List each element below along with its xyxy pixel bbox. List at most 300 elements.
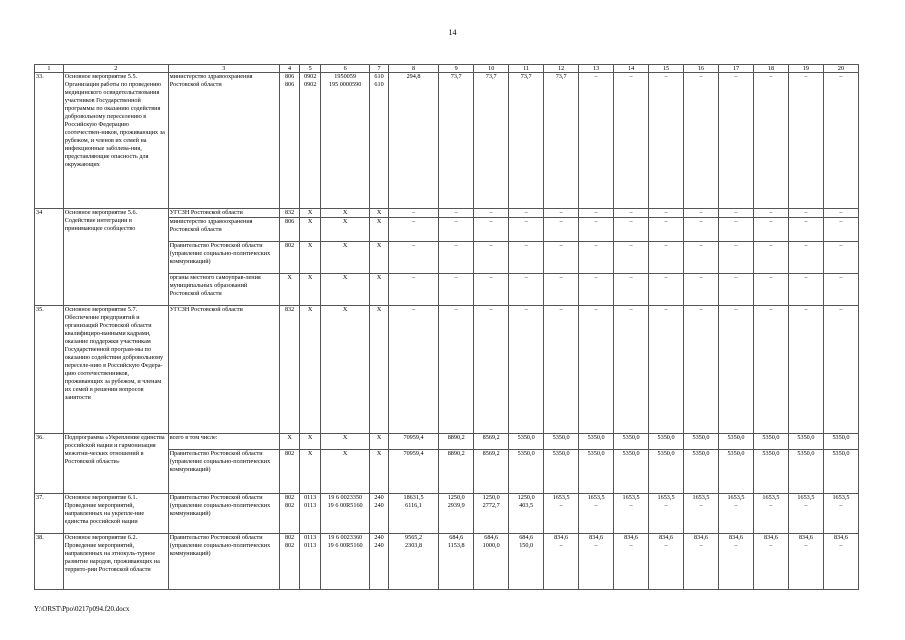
value-cell bbox=[649, 274, 684, 306]
cell-value: 9565,2 bbox=[405, 534, 423, 541]
value-cell bbox=[370, 494, 389, 534]
cell-value: 1653,5 bbox=[622, 494, 640, 501]
cell-value: 8890,2 bbox=[447, 434, 465, 441]
value-cell bbox=[370, 218, 389, 242]
value-cell bbox=[788, 73, 823, 209]
cell-value: – bbox=[734, 274, 738, 281]
header-cell: 7 bbox=[370, 65, 389, 73]
value-cell bbox=[300, 209, 321, 218]
value-cell bbox=[474, 209, 509, 218]
value-cell bbox=[579, 209, 614, 218]
cell-value: 5350,0 bbox=[517, 434, 535, 441]
cell-value: X bbox=[342, 434, 348, 441]
cell-value: X bbox=[376, 450, 382, 457]
cell-value: – bbox=[804, 274, 808, 281]
cell-value: 195 0000590 bbox=[328, 81, 362, 88]
value-cell bbox=[370, 274, 389, 306]
cell-value: – bbox=[734, 73, 738, 80]
cell-value: 610 bbox=[374, 81, 384, 88]
cell-value: 1653,5 bbox=[832, 494, 850, 501]
value-cell bbox=[823, 73, 858, 209]
value-cell bbox=[370, 73, 389, 209]
value-cell bbox=[684, 306, 719, 434]
value-cell bbox=[509, 494, 544, 534]
cell-value: – bbox=[559, 274, 563, 281]
cell-value: 0113 bbox=[304, 494, 317, 501]
cell-value: – bbox=[629, 502, 633, 509]
cell-value: 70959,4 bbox=[403, 450, 424, 457]
value-cell bbox=[718, 218, 753, 242]
value-cell bbox=[649, 209, 684, 218]
value-cell bbox=[684, 242, 719, 274]
value-cell bbox=[320, 306, 369, 434]
value-cell bbox=[279, 218, 300, 242]
cell-value: 5350,0 bbox=[762, 450, 780, 457]
executor: министерство здравоохранения Ростовской области bbox=[168, 218, 279, 242]
cell-value: – bbox=[769, 542, 773, 549]
header-cell: 15 bbox=[649, 65, 684, 73]
cell-value: 834,6 bbox=[729, 534, 743, 541]
executor: УГСЗН Ростовской области bbox=[168, 209, 279, 218]
cell-value: 1653,5 bbox=[587, 494, 605, 501]
value-cell bbox=[544, 534, 579, 590]
header-cell: 17 bbox=[718, 65, 753, 73]
executor: Правительство Ростовской области (управление социально-политических коммуникаций) bbox=[168, 494, 279, 534]
value-cell bbox=[753, 306, 788, 434]
cell-value: – bbox=[559, 242, 563, 249]
value-cell bbox=[388, 306, 438, 434]
value-cell bbox=[388, 434, 438, 450]
cell-value: 684,6 bbox=[449, 534, 464, 541]
cell-value: 0902 bbox=[303, 73, 317, 80]
header-cell: 2 bbox=[63, 65, 168, 73]
cell-value: – bbox=[699, 542, 703, 549]
cell-value: 5350,0 bbox=[622, 450, 640, 457]
value-cell bbox=[684, 534, 719, 590]
cell-value: – bbox=[699, 502, 703, 509]
cell-value: – bbox=[769, 73, 773, 80]
value-cell bbox=[279, 209, 300, 218]
cell-value: – bbox=[664, 306, 668, 313]
cell-value: 19 6 0023350 bbox=[328, 494, 363, 501]
cell-value: – bbox=[629, 218, 633, 225]
cell-value: – bbox=[454, 274, 458, 281]
cell-value: – bbox=[629, 209, 633, 216]
cell-value: 1950059 bbox=[334, 73, 356, 80]
cell-value: 240 bbox=[374, 502, 384, 509]
cell-value: – bbox=[699, 274, 703, 281]
value-cell bbox=[279, 534, 300, 590]
cell-value: – bbox=[804, 542, 808, 549]
cell-value: 834,6 bbox=[659, 534, 673, 541]
cell-value: – bbox=[839, 218, 843, 225]
value-cell bbox=[300, 218, 321, 242]
cell-value: 834,6 bbox=[624, 534, 639, 541]
value-cell bbox=[388, 242, 438, 274]
cell-value: – bbox=[454, 306, 458, 313]
cell-value: – bbox=[411, 218, 416, 225]
value-cell bbox=[649, 73, 684, 209]
executor: всего в том числе: bbox=[168, 434, 279, 450]
cell-value: 0113 bbox=[304, 534, 317, 541]
cell-value: – bbox=[559, 542, 563, 549]
executor: Правительство Ростовской области (управление социально-политических коммуникаций) bbox=[168, 242, 279, 274]
cell-value: – bbox=[629, 242, 633, 249]
cell-value: – bbox=[734, 542, 738, 549]
value-cell bbox=[788, 306, 823, 434]
value-cell bbox=[718, 274, 753, 306]
cell-value: – bbox=[734, 218, 738, 225]
cell-value: – bbox=[594, 209, 598, 216]
cell-value: X bbox=[307, 450, 313, 457]
cell-value: 240 bbox=[374, 542, 384, 549]
value-cell bbox=[279, 494, 300, 534]
cell-value: 834,6 bbox=[589, 534, 604, 541]
cell-value: 5350,0 bbox=[587, 450, 605, 457]
cell-value: X bbox=[307, 274, 313, 281]
cell-value: X bbox=[376, 274, 382, 281]
cell-value: 0902 bbox=[303, 81, 317, 88]
cell-value: X bbox=[342, 209, 348, 216]
page-number: 14 bbox=[448, 28, 457, 37]
cell-value: 5350,0 bbox=[587, 434, 605, 441]
value-cell bbox=[474, 218, 509, 242]
header-cell: 5 bbox=[300, 65, 321, 73]
cell-value: – bbox=[804, 502, 808, 509]
table-row bbox=[35, 494, 859, 534]
value-cell bbox=[823, 209, 858, 218]
executor: Правительство Ростовской области (управление социально-политических коммуникаций) bbox=[168, 450, 279, 494]
cell-value: 802 bbox=[284, 534, 295, 541]
cell-value: – bbox=[454, 209, 458, 216]
cell-value: – bbox=[699, 218, 703, 225]
cell-value: 1653,5 bbox=[797, 494, 815, 501]
cell-value: – bbox=[839, 306, 843, 313]
value-cell bbox=[788, 274, 823, 306]
cell-value: – bbox=[629, 306, 633, 313]
header-cell: 10 bbox=[474, 65, 509, 73]
cell-value: 6116,1 bbox=[405, 502, 422, 509]
value-cell bbox=[718, 306, 753, 434]
cell-value: 5350,0 bbox=[797, 450, 815, 457]
value-cell bbox=[788, 218, 823, 242]
value-cell bbox=[579, 494, 614, 534]
value-cell bbox=[509, 434, 544, 450]
header-cell: 11 bbox=[509, 65, 544, 73]
program-name: Подпрограмма «Укрепление единства российской нации и гармонизация межэтни-ческих отношений в Ростовской области» bbox=[63, 434, 168, 494]
value-cell bbox=[649, 494, 684, 534]
value-cell bbox=[509, 274, 544, 306]
cell-value: 1250,0 bbox=[447, 494, 465, 501]
program-name: Основное мероприятие 5.5. Организация работы по проведению медицинского освидетельствования участников Государственной программы по оказанию содействия добровольному переселению в Российскую Федерацию соотечествен-ников, проживающих за рубежом, и членов их семей на инфекционные заболева-ния, представляющие опасность для окружающих bbox=[63, 73, 168, 209]
header-cell: 6 bbox=[320, 65, 369, 73]
value-cell bbox=[509, 450, 544, 494]
value-cell bbox=[300, 434, 321, 450]
value-cell bbox=[718, 242, 753, 274]
cell-value: – bbox=[839, 542, 843, 549]
program-name: Основное мероприятие 6.1. Проведение мероприятий, направленных на укрепле-ние единства российской нации bbox=[63, 494, 168, 534]
value-cell bbox=[823, 242, 858, 274]
value-cell bbox=[823, 534, 858, 590]
table-row bbox=[35, 534, 859, 590]
value-cell bbox=[439, 450, 474, 494]
value-cell bbox=[544, 494, 579, 534]
value-cell bbox=[300, 450, 321, 494]
cell-value: – bbox=[839, 242, 843, 249]
value-cell bbox=[509, 306, 544, 434]
cell-value: – bbox=[559, 502, 563, 509]
cell-value: – bbox=[411, 209, 416, 216]
cell-value: – bbox=[734, 209, 738, 216]
cell-value: X bbox=[287, 274, 292, 281]
value-cell bbox=[544, 306, 579, 434]
value-cell bbox=[684, 434, 719, 450]
row-number: 35. bbox=[35, 306, 64, 434]
value-cell bbox=[439, 306, 474, 434]
cell-value: 806 bbox=[284, 218, 295, 225]
value-cell bbox=[388, 494, 438, 534]
value-cell bbox=[788, 534, 823, 590]
header-cell: 8 bbox=[388, 65, 438, 73]
value-cell bbox=[439, 218, 474, 242]
cell-value: 806 bbox=[284, 73, 295, 80]
cell-value: – bbox=[804, 306, 808, 313]
cell-value: X bbox=[342, 306, 348, 313]
value-cell bbox=[439, 534, 474, 590]
cell-value: 834,6 bbox=[798, 534, 813, 541]
value-cell bbox=[823, 494, 858, 534]
cell-value: – bbox=[664, 218, 668, 225]
value-cell bbox=[439, 274, 474, 306]
value-cell bbox=[320, 73, 369, 209]
cell-value: X bbox=[307, 242, 313, 249]
value-cell bbox=[320, 242, 369, 274]
value-cell bbox=[370, 242, 389, 274]
value-cell bbox=[788, 450, 823, 494]
value-cell bbox=[544, 209, 579, 218]
cell-value: 19 6 00R5160 bbox=[327, 502, 363, 509]
cell-value: – bbox=[559, 218, 563, 225]
cell-value: – bbox=[769, 502, 773, 509]
cell-value: 1000,0 bbox=[482, 542, 500, 549]
cell-value: X bbox=[376, 218, 382, 225]
value-cell bbox=[718, 209, 753, 218]
cell-value: – bbox=[769, 306, 773, 313]
value-cell bbox=[753, 242, 788, 274]
value-cell bbox=[320, 450, 369, 494]
value-cell bbox=[684, 450, 719, 494]
value-cell bbox=[370, 209, 389, 218]
value-cell bbox=[474, 534, 509, 590]
cell-value: – bbox=[699, 73, 703, 80]
cell-value: 684,6 bbox=[519, 534, 534, 541]
cell-value: – bbox=[594, 502, 598, 509]
cell-value: 1153,8 bbox=[447, 542, 465, 549]
cell-value: 70959,4 bbox=[403, 434, 424, 441]
value-cell bbox=[509, 218, 544, 242]
value-cell bbox=[279, 306, 300, 434]
value-cell bbox=[718, 450, 753, 494]
value-cell bbox=[579, 218, 614, 242]
cell-value: 0113 bbox=[304, 502, 317, 509]
budget-table bbox=[34, 64, 859, 590]
cell-value: 5350,0 bbox=[517, 450, 535, 457]
value-cell bbox=[753, 218, 788, 242]
cell-value: 5350,0 bbox=[797, 434, 815, 441]
value-cell bbox=[579, 73, 614, 209]
value-cell bbox=[300, 494, 321, 534]
cell-value: 150,0 bbox=[519, 542, 534, 549]
cell-value: – bbox=[411, 306, 416, 313]
value-cell bbox=[474, 434, 509, 450]
program-name: Основное мероприятие 6.2. Проведение мероприятий, направленных на этнокуль-турное развитие народов, проживающих на террито-рии Ростовской области bbox=[63, 534, 168, 590]
cell-value: 240 bbox=[374, 534, 384, 541]
cell-value: 73,7 bbox=[485, 73, 497, 80]
value-cell bbox=[474, 242, 509, 274]
cell-value: – bbox=[454, 218, 458, 225]
value-cell bbox=[509, 73, 544, 209]
value-cell bbox=[788, 209, 823, 218]
value-cell bbox=[320, 218, 369, 242]
value-cell bbox=[388, 274, 438, 306]
cell-value: – bbox=[594, 73, 598, 80]
cell-value: – bbox=[664, 209, 668, 216]
value-cell bbox=[579, 450, 614, 494]
value-cell bbox=[474, 306, 509, 434]
cell-value: – bbox=[524, 306, 528, 313]
table-row bbox=[35, 73, 859, 209]
value-cell bbox=[439, 242, 474, 274]
value-cell bbox=[320, 209, 369, 218]
value-cell bbox=[370, 434, 389, 450]
cell-value: 73,7 bbox=[555, 73, 567, 80]
cell-value: – bbox=[664, 274, 668, 281]
cell-value: 403,5 bbox=[519, 502, 534, 509]
cell-value: 1653,5 bbox=[692, 494, 710, 501]
cell-value: X bbox=[307, 434, 313, 441]
value-cell bbox=[320, 494, 369, 534]
cell-value: 19 6 00R5160 bbox=[327, 542, 363, 549]
cell-value: 5350,0 bbox=[832, 434, 850, 441]
cell-value: 5350,0 bbox=[552, 434, 570, 441]
cell-value: – bbox=[839, 502, 843, 509]
table-row bbox=[35, 306, 859, 434]
value-cell bbox=[614, 73, 649, 209]
executor: Правительство Ростовской области (управление социально-политических коммуникаций) bbox=[168, 534, 279, 590]
cell-value: – bbox=[804, 218, 808, 225]
value-cell bbox=[684, 218, 719, 242]
value-cell bbox=[753, 450, 788, 494]
header-cell: 4 bbox=[279, 65, 300, 73]
value-cell bbox=[388, 73, 438, 209]
cell-value: X bbox=[307, 306, 313, 313]
cell-value: – bbox=[699, 306, 703, 313]
value-cell bbox=[320, 534, 369, 590]
cell-value: 1653,5 bbox=[762, 494, 780, 501]
cell-value: – bbox=[524, 242, 528, 249]
value-cell bbox=[649, 218, 684, 242]
cell-value: 294,8 bbox=[406, 73, 421, 80]
value-cell bbox=[300, 73, 321, 209]
cell-value: 5350,0 bbox=[727, 434, 745, 441]
cell-value: 18631,5 bbox=[403, 494, 424, 501]
cell-value: – bbox=[699, 209, 703, 216]
cell-value: – bbox=[664, 242, 668, 249]
value-cell bbox=[579, 306, 614, 434]
cell-value: X bbox=[342, 450, 348, 457]
value-cell bbox=[823, 306, 858, 434]
cell-value: – bbox=[629, 73, 633, 80]
cell-value: – bbox=[594, 542, 598, 549]
cell-value: 8569,2 bbox=[482, 450, 500, 457]
cell-value: – bbox=[804, 242, 808, 249]
value-cell bbox=[649, 242, 684, 274]
value-cell bbox=[614, 434, 649, 450]
cell-value: – bbox=[559, 306, 563, 313]
header-cell: 14 bbox=[614, 65, 649, 73]
cell-value: – bbox=[524, 218, 528, 225]
value-cell bbox=[684, 73, 719, 209]
value-cell bbox=[684, 209, 719, 218]
value-cell bbox=[718, 73, 753, 209]
header-row bbox=[35, 65, 859, 73]
cell-value: 8569,2 bbox=[482, 434, 500, 441]
value-cell bbox=[649, 306, 684, 434]
cell-value: 5350,0 bbox=[692, 434, 710, 441]
value-cell bbox=[370, 306, 389, 434]
cell-value: – bbox=[734, 306, 738, 313]
value-cell bbox=[388, 209, 438, 218]
cell-value: – bbox=[839, 274, 843, 281]
header-cell: 20 bbox=[823, 65, 858, 73]
value-cell bbox=[279, 242, 300, 274]
value-cell bbox=[320, 274, 369, 306]
cell-value: 73,7 bbox=[450, 73, 462, 80]
cell-value: – bbox=[839, 209, 843, 216]
cell-value: – bbox=[454, 242, 458, 249]
cell-value: – bbox=[489, 274, 493, 281]
cell-value: 806 bbox=[284, 81, 295, 88]
header-cell: 18 bbox=[753, 65, 788, 73]
value-cell bbox=[718, 534, 753, 590]
program-name: Основное мероприятие 5.6. Содействие интеграции в принимающее сообщество bbox=[63, 209, 168, 306]
cell-value: 1653,5 bbox=[552, 494, 570, 501]
cell-value: – bbox=[629, 274, 633, 281]
executor: УГСЗН Ростовской области bbox=[168, 306, 279, 434]
header-cell: 16 bbox=[684, 65, 719, 73]
cell-value: 834,6 bbox=[833, 534, 848, 541]
cell-value: 1653,5 bbox=[657, 494, 675, 501]
value-cell bbox=[474, 274, 509, 306]
value-cell bbox=[474, 494, 509, 534]
cell-value: – bbox=[559, 209, 563, 216]
value-cell bbox=[279, 450, 300, 494]
value-cell bbox=[823, 450, 858, 494]
value-cell bbox=[439, 73, 474, 209]
value-cell bbox=[614, 534, 649, 590]
cell-value: 5350,0 bbox=[552, 450, 570, 457]
value-cell bbox=[649, 434, 684, 450]
value-cell bbox=[544, 274, 579, 306]
cell-value: 834,6 bbox=[694, 534, 708, 541]
cell-value: – bbox=[411, 242, 416, 249]
cell-value: 802 bbox=[284, 450, 295, 457]
cell-value: 1250,0 bbox=[482, 494, 500, 501]
cell-value: – bbox=[769, 209, 773, 216]
header-cell: 3 bbox=[168, 65, 279, 73]
cell-value: 1250,0 bbox=[517, 494, 535, 501]
cell-value: X bbox=[376, 434, 382, 441]
